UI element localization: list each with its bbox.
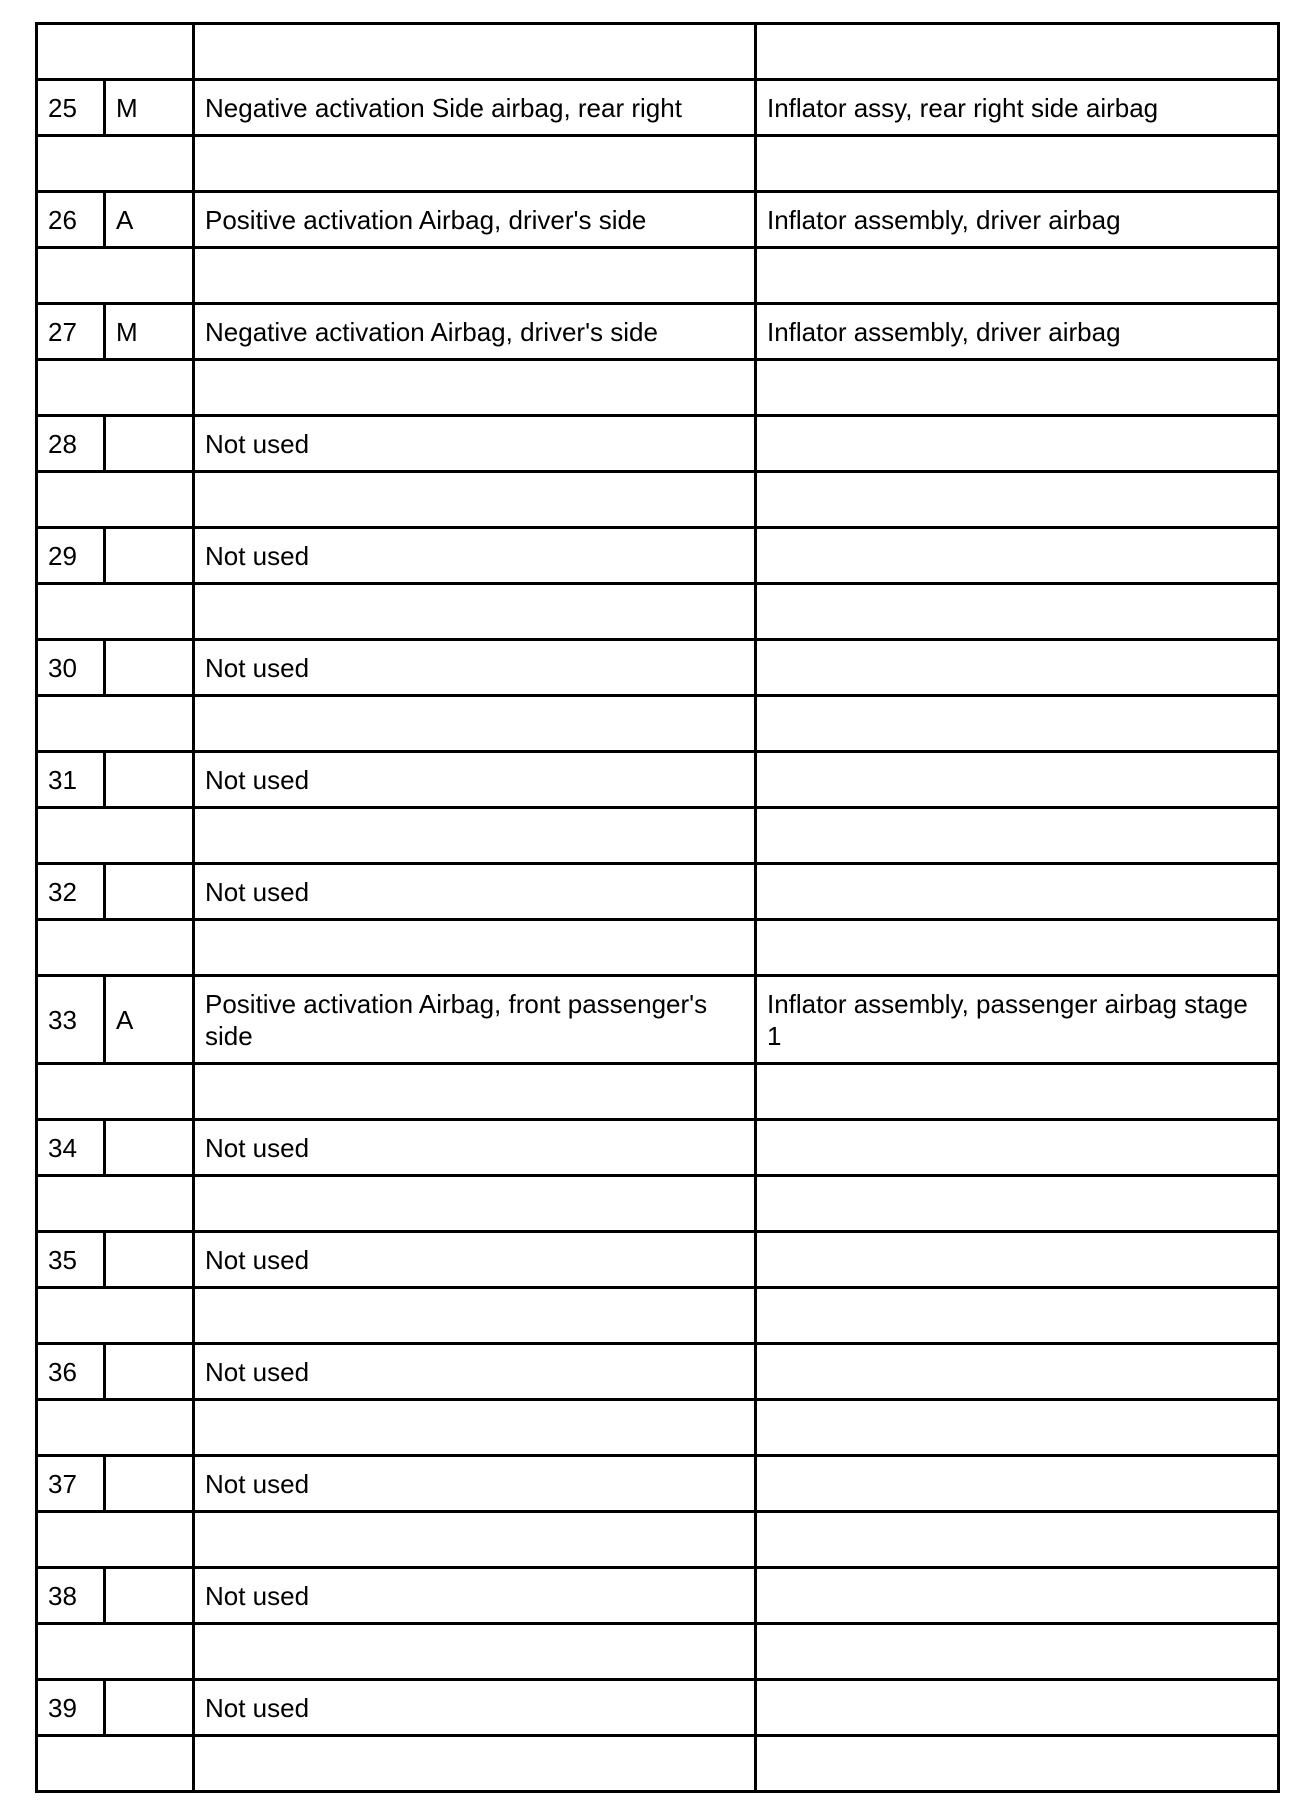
spacer-row [37,696,1279,752]
spacer-cell [756,360,1279,416]
spacer-row [37,1288,1279,1344]
function-cell: Not used [194,640,756,696]
component-cell [756,640,1279,696]
spacer-cell [756,1512,1279,1568]
pin-number-cell: 25 [37,80,105,136]
function-cell: Not used [194,1456,756,1512]
spacer-row [37,248,1279,304]
signal-code-cell [105,640,194,696]
spacer-cell [37,1512,194,1568]
pin-number-cell: 35 [37,1232,105,1288]
spacer-cell [756,1288,1279,1344]
signal-code-cell [105,1344,194,1400]
pin-row [37,1568,1279,1624]
pin-row [37,640,1279,696]
spacer-cell [756,808,1279,864]
spacer-cell [37,1400,194,1456]
pin-number-cell: 32 [37,864,105,920]
pin-row [37,1456,1279,1512]
spacer-cell [194,136,756,192]
spacer-cell [37,472,194,528]
signal-code-cell [105,528,194,584]
function-cell: Not used [194,752,756,808]
pin-number-cell: 26 [37,192,105,248]
spacer-row [37,472,1279,528]
spacer-cell [194,360,756,416]
pin-row [37,976,1279,1064]
pin-number-cell: 31 [37,752,105,808]
component-cell: Inflator assembly, passenger airbag stage 1 [756,976,1279,1064]
spacer-cell [756,584,1279,640]
spacer-cell [756,136,1279,192]
spacer-row [37,1736,1279,1792]
spacer-cell [756,1400,1279,1456]
spacer-cell [194,584,756,640]
spacer-row [37,24,1279,80]
spacer-cell [37,1288,194,1344]
signal-code-cell: M [105,80,194,136]
spacer-cell [37,360,194,416]
spacer-row [37,136,1279,192]
function-cell: Not used [194,1232,756,1288]
pin-number-cell: 34 [37,1120,105,1176]
spacer-cell [194,1512,756,1568]
function-cell: Positive activation Airbag, driver's side [194,192,756,248]
spacer-cell [756,1064,1279,1120]
spacer-cell [37,1736,194,1792]
spacer-cell [37,696,194,752]
pin-row [37,416,1279,472]
function-cell: Negative activation Airbag, driver's side [194,304,756,360]
pin-row [37,80,1279,136]
spacer-row [37,1176,1279,1232]
signal-code-cell: A [105,192,194,248]
spacer-cell [756,920,1279,976]
spacer-cell [37,808,194,864]
spacer-cell [194,920,756,976]
signal-code-cell [105,1120,194,1176]
signal-code-cell: M [105,304,194,360]
pin-number-cell: 38 [37,1568,105,1624]
pin-number-cell: 27 [37,304,105,360]
spacer-row [37,584,1279,640]
component-cell [756,1232,1279,1288]
component-cell [756,1568,1279,1624]
spacer-cell [37,920,194,976]
component-cell [756,1680,1279,1736]
function-cell: Not used [194,1344,756,1400]
spacer-cell [756,696,1279,752]
spacer-cell [37,24,194,80]
component-cell [756,864,1279,920]
component-cell [756,416,1279,472]
component-cell [756,528,1279,584]
pin-row [37,528,1279,584]
spacer-row [37,1064,1279,1120]
pin-number-cell: 33 [37,976,105,1064]
spacer-cell [194,1624,756,1680]
spacer-row [37,360,1279,416]
signal-code-cell [105,1456,194,1512]
pin-row [37,1232,1279,1288]
spacer-cell [37,584,194,640]
pin-row [37,1680,1279,1736]
component-cell [756,1120,1279,1176]
spacer-row [37,808,1279,864]
pin-number-cell: 39 [37,1680,105,1736]
spacer-cell [37,136,194,192]
spacer-cell [756,1736,1279,1792]
spacer-cell [756,1176,1279,1232]
spacer-cell [194,696,756,752]
spacer-cell [756,1624,1279,1680]
signal-code-cell [105,864,194,920]
pin-number-cell: 36 [37,1344,105,1400]
component-cell [756,752,1279,808]
spacer-cell [194,1736,756,1792]
spacer-row [37,1400,1279,1456]
function-cell: Negative activation Side airbag, rear right [194,80,756,136]
pin-number-cell: 37 [37,1456,105,1512]
spacer-row [37,920,1279,976]
component-cell: Inflator assy, rear right side airbag [756,80,1279,136]
spacer-cell [194,472,756,528]
function-cell: Not used [194,864,756,920]
spacer-cell [756,24,1279,80]
pin-number-cell: 30 [37,640,105,696]
component-cell [756,1456,1279,1512]
spacer-cell [37,248,194,304]
pin-row [37,1120,1279,1176]
function-cell: Not used [194,528,756,584]
spacer-cell [37,1624,194,1680]
spacer-cell [194,24,756,80]
signal-code-cell [105,1232,194,1288]
spacer-cell [756,472,1279,528]
function-cell: Not used [194,1120,756,1176]
connector-pin-table [35,22,1280,1793]
signal-code-cell [105,1680,194,1736]
pin-number-cell: 29 [37,528,105,584]
pin-table-body [37,24,1279,1792]
signal-code-cell [105,1568,194,1624]
spacer-cell [37,1176,194,1232]
pin-row [37,192,1279,248]
function-cell: Positive activation Airbag, front passenger's side [194,976,756,1064]
spacer-row [37,1624,1279,1680]
signal-code-cell [105,416,194,472]
spacer-cell [194,808,756,864]
spacer-cell [37,1064,194,1120]
signal-code-cell [105,752,194,808]
pin-row [37,864,1279,920]
spacer-row [37,1512,1279,1568]
spacer-cell [194,248,756,304]
component-cell: Inflator assembly, driver airbag [756,192,1279,248]
function-cell: Not used [194,416,756,472]
function-cell: Not used [194,1568,756,1624]
signal-code-cell: A [105,976,194,1064]
spacer-cell [194,1400,756,1456]
spacer-cell [194,1288,756,1344]
pin-row [37,1344,1279,1400]
component-cell: Inflator assembly, driver airbag [756,304,1279,360]
spacer-cell [194,1064,756,1120]
spacer-cell [756,248,1279,304]
pin-row [37,304,1279,360]
pin-row [37,752,1279,808]
pin-number-cell: 28 [37,416,105,472]
spacer-cell [194,1176,756,1232]
component-cell [756,1344,1279,1400]
function-cell: Not used [194,1680,756,1736]
